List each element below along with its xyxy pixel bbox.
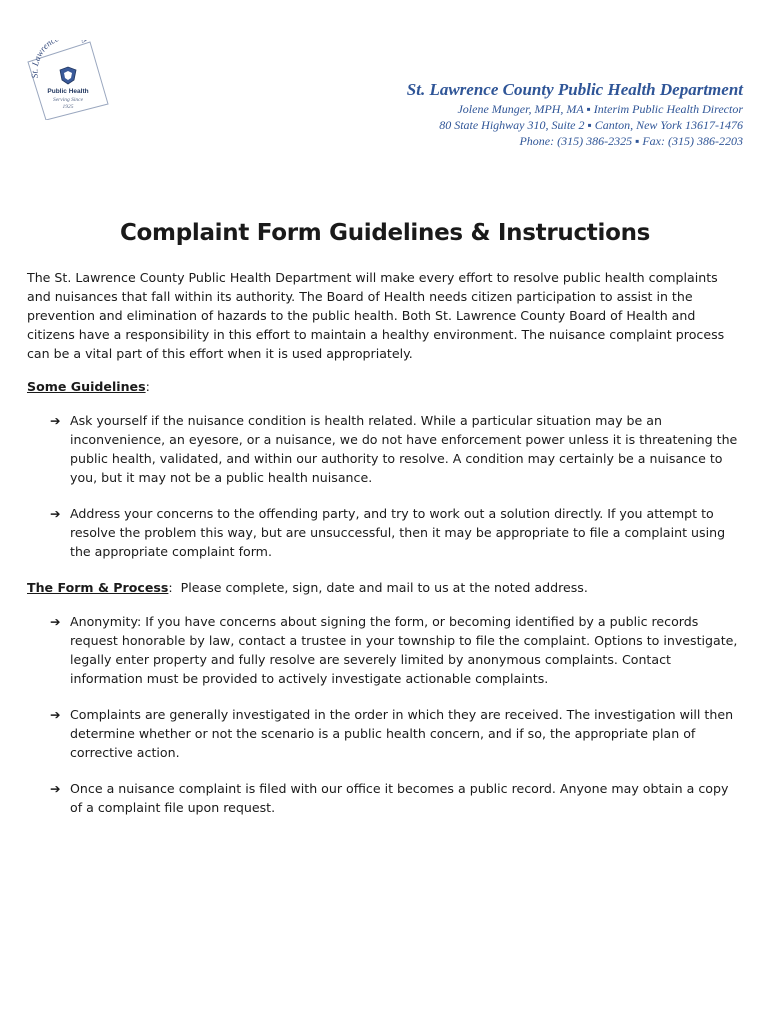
process-item-text: Anonymity: If you have concerns about signing the form, or becoming identified by a public records request honorable by law, contact a trustee in your township to file the complaint. Options to investigate, legally enter property and fully resolve are severely limited by anonymous complaints. Contact information must be provided to actively investigate actionable complaints.	[70, 614, 738, 686]
intro-paragraph: The St. Lawrence County Public Health Department will make every effort to resolve public health complaints and nuisances that fall within its authority. The Board of Health needs citizen participation to assist in the prevention and elimination of hazards to the public health. Both St. Lawrence County Board of Health and citizens have a responsibility in this effort to maintain a healthy environment. The nuisance complaint process can be a vital part of this effort when it is used appropriately.	[27, 270, 725, 361]
arrow-bullet-icon: ➔	[50, 506, 61, 521]
process-item-text: Complaints are generally investigated in the order in which they are received. The investigation will then determine whether or not the scenario is a public health concern, and if so, the appropriate plan of corrective action.	[70, 707, 734, 760]
guidelines-heading-label: Some Guidelines	[27, 379, 146, 394]
process-heading-suffix: : Please complete, sign, date and mail to us at the noted address.	[168, 580, 588, 595]
arrow-bullet-icon: ➔	[50, 781, 61, 796]
guideline-item	[27, 504, 742, 561]
arrow-bullet-icon: ➔	[50, 413, 61, 428]
guideline-item	[27, 411, 742, 487]
process-item	[27, 612, 742, 688]
arrow-bullet-icon: ➔	[50, 614, 61, 629]
arrow-bullet-icon: ➔	[50, 707, 61, 722]
document-body	[27, 268, 742, 834]
process-item-text: Once a nuisance complaint is filed with our office it becomes a public record. Anyone may obtain a copy of a complaint file upon request.	[70, 781, 729, 815]
document-title: Complaint Form Guidelines & Instructions	[119, 220, 651, 246]
process-heading	[27, 578, 742, 597]
svg-text:Public Health: Public Health	[47, 88, 89, 95]
phone-line: Phone: (315) 386-2325 ▪ Fax: (315) 386-2203	[519, 134, 743, 148]
organization-name: St. Lawrence County Public Health Department	[406, 80, 743, 99]
guidelines-heading	[27, 377, 742, 396]
letterhead	[407, 79, 743, 149]
process-item	[27, 705, 742, 762]
guideline-item-text: Ask yourself if the nuisance condition is health related. While a particular situation may be an inconvenience, an eyesore, or a nuisance, we do not have enforcement power unless it is threatening the public health, validated, and within our authority to resolve. A condition may certainly be a nuisance to you, but it may not be a public health nuisance.	[70, 413, 738, 485]
guidelines-heading-suffix: :	[145, 379, 150, 394]
process-heading-label: The Form & Process	[27, 580, 169, 595]
director-line: Jolene Munger, MPH, MA ▪ Interim Public Health Director	[457, 102, 743, 116]
svg-text:Serving Since: Serving Since	[52, 97, 84, 103]
process-item	[27, 779, 742, 817]
guideline-item-text: Address your concerns to the offending party, and try to work out a solution directly. If you attempt to resolve the problem this way, but are unsuccessful, then it may be appropriate to file a complaint using the appropriate complaint form.	[70, 506, 726, 559]
svg-text:1925: 1925	[62, 104, 74, 110]
svg-text:St. Lawrence County: St. Lawrenc	[29, 40, 57, 79]
department-logo	[24, 40, 110, 120]
address-line: 80 State Highway 310, Suite 2 ▪ Canton, New York 13617-1476	[439, 118, 743, 132]
